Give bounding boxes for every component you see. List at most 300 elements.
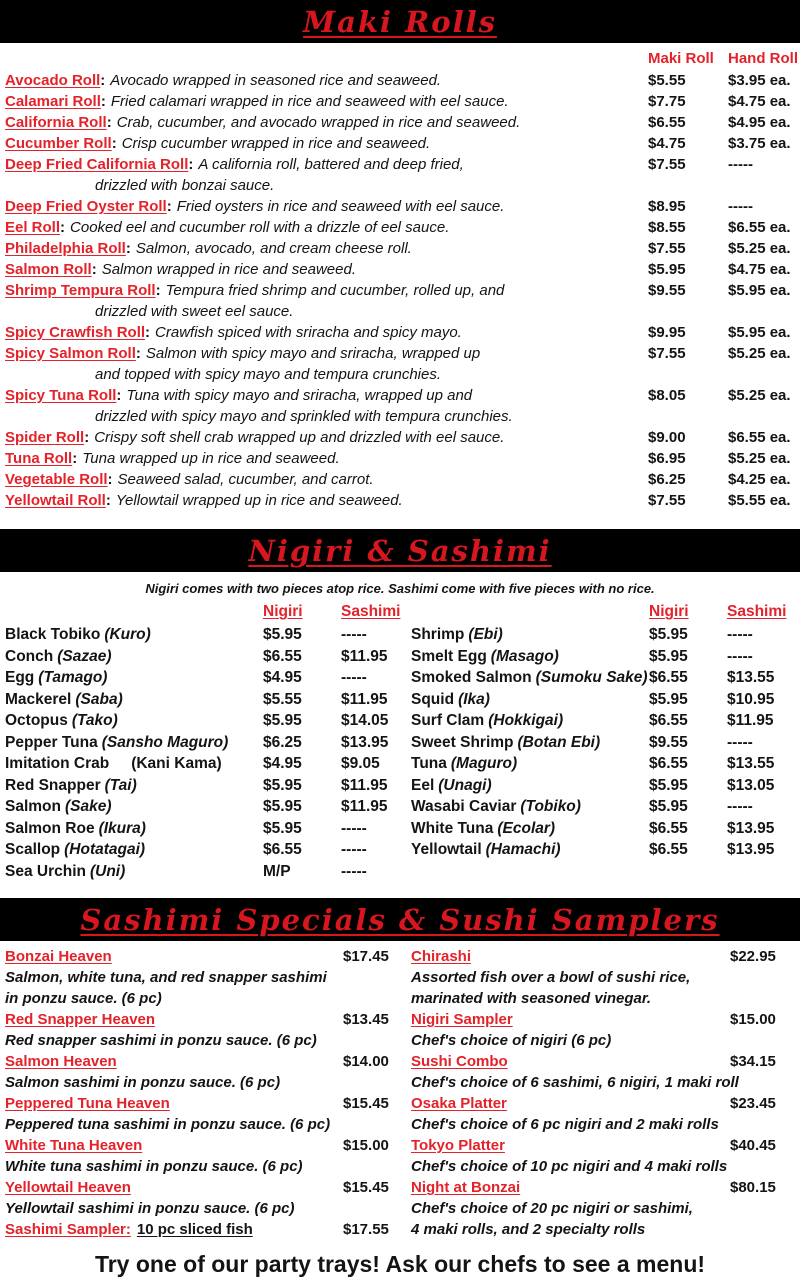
item-name: Spider Roll — [5, 429, 85, 446]
item-header — [5, 1177, 407, 1198]
menu-item — [411, 1009, 800, 1051]
nigiri-price: $5.95 — [649, 647, 688, 665]
section-title-specials: Sashimi Specials & Sushi Samplers — [80, 902, 720, 937]
item-name: Cucumber Roll — [5, 135, 112, 152]
nigiri-price: $6.55 — [649, 819, 688, 837]
sashimi-price: ----- — [341, 862, 367, 880]
nigiri-price: $5.95 — [263, 776, 302, 794]
maki-price-column-headers — [0, 43, 800, 70]
maki-item-list — [0, 70, 800, 511]
hand-roll-price: $5.25 ea. — [728, 240, 791, 257]
item-japanese-name: (Hokkigai) — [488, 712, 564, 729]
item-japanese-name: (Tako) — [71, 712, 118, 729]
nigiri-price: $5.95 — [649, 776, 688, 794]
sashimi-price: ----- — [341, 669, 367, 686]
item-name: Surf Clam — [411, 712, 485, 729]
item-description: Tempura fried shrimp and cucumber, rolled up, and — [165, 282, 505, 299]
menu-item — [5, 624, 403, 646]
item-colon: : — [106, 114, 112, 131]
item-colon: : — [188, 156, 194, 173]
item-name-cell — [5, 818, 263, 840]
item-name-cell — [5, 839, 263, 861]
item-colon: : — [91, 261, 97, 278]
menu-item — [5, 280, 800, 322]
hand-roll-price: $3.75 ea. — [728, 135, 791, 152]
item-name-cell — [411, 1051, 730, 1072]
item-name: Shrimp — [411, 626, 465, 643]
item-name: Yellowtail — [411, 841, 482, 858]
item-name-cell — [5, 1009, 343, 1030]
item-name: Spicy Salmon Roll — [5, 345, 136, 362]
menu-item — [5, 861, 403, 883]
item-name-cell — [5, 667, 263, 689]
item-japanese-name: (Ikura) — [98, 819, 146, 837]
menu-item — [411, 818, 800, 840]
item-japanese-name: (Hamachi) — [485, 841, 561, 858]
item-price: $22.95 — [730, 948, 776, 965]
item-description: Peppered tuna sashimi in ponzu sauce. (6 pc) — [5, 1116, 331, 1133]
item-description: Chef's choice of 6 sashimi, 6 nigiri, 1 maki roll — [411, 1074, 739, 1091]
item-colon: : — [107, 471, 113, 488]
item-name-cell — [5, 732, 263, 754]
nigiri-price: $6.55 — [649, 712, 688, 729]
maki-roll-price: $7.55 — [648, 345, 686, 362]
item-price: $40.45 — [730, 1137, 776, 1154]
item-description: in ponzu sauce. (6 pc) — [5, 990, 162, 1007]
item-header — [411, 1051, 800, 1072]
menu-item — [411, 796, 800, 818]
item-name: Shrimp Tempura Roll — [5, 282, 156, 299]
item-name: Nigiri Sampler — [411, 1011, 513, 1028]
hand-roll-price: $5.25 ea. — [728, 450, 791, 467]
sashimi-price: ----- — [341, 626, 367, 643]
item-header — [5, 1009, 407, 1030]
menu-item — [5, 732, 403, 754]
item-name-cell — [411, 646, 649, 668]
item-name-cell — [5, 861, 263, 883]
nigiri-price: $5.95 — [649, 626, 688, 643]
menu-item — [5, 1219, 407, 1240]
item-name: Tuna Roll — [5, 450, 73, 467]
item-description: Assorted fish over a bowl of sushi rice, — [411, 969, 691, 986]
item-name-cell — [411, 667, 649, 689]
item-japanese-name: (Sazae) — [57, 647, 112, 665]
item-name-cell — [411, 1009, 730, 1030]
item-line — [5, 112, 648, 133]
menu-item — [5, 469, 800, 490]
menu-item — [5, 217, 800, 238]
item-colon: : — [72, 450, 78, 467]
maki-roll-price: $6.25 — [648, 471, 686, 488]
menu-item — [5, 1009, 407, 1051]
item-name: White Tuna — [411, 819, 494, 837]
item-line — [5, 133, 648, 154]
menu-item — [5, 427, 800, 448]
item-colon: : — [155, 282, 161, 299]
item-name: Mackerel — [5, 690, 72, 708]
item-name: Avocado Roll — [5, 72, 101, 89]
item-price: $13.45 — [343, 1011, 389, 1028]
item-name: Salmon Roll — [5, 261, 92, 278]
nigiri-price: $6.55 — [649, 755, 688, 772]
sashimi-price: $13.55 — [727, 755, 775, 772]
section-title-maki: Maki Rolls — [303, 4, 497, 39]
item-name: Pepper Tuna — [5, 733, 98, 751]
menu-item — [5, 91, 800, 112]
item-description: Seaweed salad, cucumber, and carrot. — [117, 471, 374, 488]
nigiri-price: $5.95 — [263, 626, 302, 643]
item-line — [5, 448, 648, 469]
nigiri-price: $5.95 — [263, 798, 302, 815]
item-description: Fried oysters in rice and seaweed with eel sauce. — [176, 198, 505, 215]
item-name-cell — [411, 946, 730, 967]
menu-item — [411, 667, 800, 689]
item-name: Imitation Crab — [5, 755, 110, 772]
nigiri-price: $5.95 — [263, 712, 302, 729]
nigiri-price-column-header: Nigiri — [649, 603, 689, 620]
item-name-cell — [411, 818, 649, 840]
nigiri-price: $6.55 — [263, 841, 302, 858]
item-line — [5, 154, 648, 175]
item-line — [5, 217, 648, 238]
item-japanese-name: (Maguro) — [450, 755, 518, 772]
item-name: Egg — [5, 669, 35, 686]
item-name: Bonzai Heaven — [5, 948, 112, 965]
item-description: Tuna wrapped up in rice and seaweed. — [82, 450, 340, 467]
sashimi-price: $11.95 — [341, 647, 388, 665]
item-line — [5, 91, 648, 112]
item-japanese-name: (Uni) — [89, 862, 126, 880]
item-name: Squid — [411, 690, 455, 708]
item-name: Salmon Heaven — [5, 1053, 117, 1070]
item-name-cell — [5, 689, 263, 711]
item-name: Salmon Roe — [5, 819, 95, 837]
item-description-continued: drizzled with bonzai sauce. — [95, 177, 275, 194]
item-japanese-name: (Kani Kama) — [131, 755, 222, 772]
item-name-cell — [5, 624, 263, 646]
menu-item — [5, 839, 403, 861]
item-colon: : — [145, 324, 151, 341]
sashimi-price: $14.05 — [341, 712, 389, 729]
nigiri-left-column — [0, 602, 403, 882]
item-name: Spicy Crawfish Roll — [5, 324, 146, 341]
item-name: Sashimi Sampler: — [5, 1221, 131, 1238]
maki-roll-column-header: Maki Roll — [648, 50, 714, 67]
item-header — [411, 1177, 800, 1198]
nigiri-price: $6.55 — [649, 669, 688, 686]
item-description: Chef's choice of nigiri (6 pc) — [411, 1032, 612, 1049]
menu-item — [5, 710, 403, 732]
menu-item — [5, 385, 800, 427]
sashimi-price: $11.95 — [341, 690, 388, 708]
item-description: Salmon wrapped in rice and seaweed. — [101, 261, 357, 278]
item-name: Red Snapper Heaven — [5, 1011, 156, 1028]
item-line — [5, 238, 648, 259]
item-header — [5, 946, 407, 967]
menu-item — [5, 259, 800, 280]
item-description: Salmon with spicy mayo and sriracha, wrapped up — [145, 345, 481, 362]
item-description: A california roll, battered and deep fried, — [198, 156, 464, 173]
maki-roll-price: $9.95 — [648, 324, 686, 341]
maki-roll-price: $5.95 — [648, 261, 686, 278]
item-japanese-name: (Tobiko) — [520, 798, 581, 815]
item-colon: : — [166, 198, 172, 215]
item-price: $14.00 — [343, 1053, 389, 1070]
sashimi-price: $9.05 — [341, 755, 380, 772]
item-name: Deep Fried Oyster Roll — [5, 198, 167, 215]
menu-item — [5, 753, 403, 775]
sashimi-price: ----- — [727, 798, 753, 815]
item-name: Octopus — [5, 712, 68, 729]
hand-roll-price: $3.95 ea. — [728, 72, 791, 89]
item-japanese-name: (Sake) — [64, 798, 112, 815]
item-name-cell — [5, 775, 263, 797]
maki-roll-price: $6.55 — [648, 114, 686, 131]
item-name: Conch — [5, 647, 54, 665]
section-header-maki — [0, 0, 800, 43]
hand-roll-price: $5.95 ea. — [728, 282, 791, 299]
item-name: Tokyo Platter — [411, 1137, 505, 1154]
item-name: Smoked Salmon — [411, 669, 532, 686]
item-description: Tuna with spicy mayo and sriracha, wrapped up and — [126, 387, 473, 404]
item-name-cell — [5, 796, 263, 818]
item-line — [5, 343, 648, 364]
menu-item — [5, 667, 403, 689]
item-name: Tuna — [411, 755, 447, 772]
hand-roll-price: ----- — [728, 198, 753, 215]
item-header — [411, 1135, 800, 1156]
item-description: Red snapper sashimi in ponzu sauce. (6 pc) — [5, 1032, 317, 1049]
maki-roll-price: $5.55 — [648, 72, 686, 89]
sashimi-price: $10.95 — [727, 690, 775, 708]
item-name: Peppered Tuna Heaven — [5, 1095, 170, 1112]
item-name: California Roll — [5, 114, 107, 131]
item-price: $15.45 — [343, 1179, 389, 1196]
menu-item — [411, 1051, 800, 1093]
item-colon: : — [105, 492, 111, 509]
item-description: Crawfish spiced with sriracha and spicy mayo. — [155, 324, 462, 341]
item-description: White tuna sashimi in ponzu sauce. (6 pc) — [5, 1158, 303, 1175]
nigiri-price: $6.55 — [649, 841, 688, 858]
item-description: Chef's choice of 6 pc nigiri and 2 maki rolls — [411, 1116, 719, 1133]
hand-roll-price: $5.25 ea. — [728, 387, 791, 404]
hand-roll-price: $4.25 ea. — [728, 471, 791, 488]
item-name: Eel — [411, 776, 435, 794]
item-japanese-name: (Saba) — [75, 690, 123, 708]
maki-roll-price: $8.05 — [648, 387, 686, 404]
item-price: $23.45 — [730, 1095, 776, 1112]
sashimi-price: ----- — [341, 841, 367, 858]
item-price: $17.45 — [343, 948, 389, 965]
menu-item — [5, 238, 800, 259]
item-name: Red Snapper — [5, 776, 101, 794]
item-description: Crisp cucumber wrapped in rice and seaweed. — [121, 135, 431, 152]
item-name: Sushi Combo — [411, 1053, 508, 1070]
item-japanese-name: (Ika) — [458, 690, 490, 708]
item-line — [5, 427, 648, 448]
item-name-cell — [411, 710, 649, 732]
item-description-continued: drizzled with spicy mayo and sprinkled with tempura crunchies. — [95, 408, 513, 425]
menu-item — [5, 1093, 407, 1135]
item-header — [411, 1009, 800, 1030]
menu-item — [411, 710, 800, 732]
maki-roll-price: $8.95 — [648, 198, 686, 215]
menu-item — [5, 70, 800, 91]
item-name-cell — [5, 1051, 343, 1072]
nigiri-right-column — [403, 602, 800, 882]
nigiri-price: M/P — [263, 862, 291, 880]
menu-item — [5, 689, 403, 711]
hand-roll-column-header: Hand Roll — [728, 50, 798, 67]
item-price: $15.00 — [730, 1011, 776, 1028]
nigiri-price: $5.55 — [263, 690, 302, 708]
nigiri-right-column-headers — [411, 602, 800, 622]
item-price: $34.15 — [730, 1053, 776, 1070]
item-description: marinated with seasoned vinegar. — [411, 990, 652, 1007]
item-colon: : — [100, 93, 106, 110]
item-name-cell — [5, 1135, 343, 1156]
item-name: Deep Fried California Roll — [5, 156, 189, 173]
item-price: $15.45 — [343, 1095, 389, 1112]
item-description: Yellowtail sashimi in ponzu sauce. (6 pc) — [5, 1200, 295, 1217]
item-name-cell — [411, 775, 649, 797]
section-header-specials — [0, 898, 800, 941]
item-japanese-name: (Tamago) — [38, 669, 108, 686]
item-colon: : — [84, 429, 90, 446]
hand-roll-price: $6.55 ea. — [728, 429, 791, 446]
item-description: Avocado wrapped in seasoned rice and seaweed. — [110, 72, 442, 89]
item-header — [411, 1093, 800, 1114]
item-name-cell — [5, 753, 263, 775]
item-colon: : — [111, 135, 117, 152]
item-japanese-name: (Ecolar) — [497, 819, 556, 837]
item-header — [5, 1093, 407, 1114]
item-name: Salmon — [5, 798, 61, 815]
maki-roll-price: $6.95 — [648, 450, 686, 467]
sashimi-price: $11.95 — [727, 712, 774, 729]
menu-item — [411, 646, 800, 668]
menu-item — [5, 1135, 407, 1177]
menu-item — [5, 1177, 407, 1219]
sashimi-price: $13.95 — [727, 841, 775, 858]
item-japanese-name: (Unagi) — [438, 776, 492, 794]
menu-item — [5, 646, 403, 668]
sashimi-price: $13.55 — [727, 669, 775, 686]
item-name: Yellowtail Heaven — [5, 1179, 131, 1196]
item-line — [5, 490, 648, 511]
menu-item — [5, 490, 800, 511]
item-name-cell — [5, 1177, 343, 1198]
maki-roll-price: $9.55 — [648, 282, 686, 299]
item-name-cell — [5, 646, 263, 668]
nigiri-note: Nigiri comes with two pieces atop rice. Sashimi come with five pieces with no rice. — [145, 581, 655, 596]
item-description: Chef's choice of 20 pc nigiri or sashimi, — [411, 1200, 693, 1217]
item-name-cell — [5, 1219, 343, 1240]
hand-roll-price: $4.95 ea. — [728, 114, 791, 131]
item-name-cell — [411, 1135, 730, 1156]
hand-roll-price: $5.55 ea. — [728, 492, 791, 509]
nigiri-right-list — [411, 624, 800, 861]
item-japanese-name: (Tai) — [104, 776, 137, 794]
maki-roll-price: $4.75 — [648, 135, 686, 152]
item-header — [5, 1051, 407, 1072]
item-name: Spicy Tuna Roll — [5, 387, 117, 404]
item-colon: : — [60, 219, 66, 236]
nigiri-price: $5.95 — [649, 690, 688, 708]
nigiri-price: $4.95 — [263, 669, 302, 686]
item-name: Osaka Platter — [411, 1095, 507, 1112]
menu-item — [5, 818, 403, 840]
item-japanese-name: (Masago) — [490, 647, 559, 665]
item-name: Calamari Roll — [5, 93, 101, 110]
item-description: Salmon, white tuna, and red snapper sashimi — [5, 969, 327, 986]
menu-item — [411, 1135, 800, 1177]
item-description: Cooked eel and cucumber roll with a drizzle of eel sauce. — [70, 219, 450, 236]
party-tray-footer: Try one of our party trays! Ask our chefs to see a menu! — [94, 1251, 706, 1277]
sashimi-price-column-header: Sashimi — [341, 603, 401, 620]
item-name-cell — [411, 796, 649, 818]
menu-item — [411, 946, 800, 1009]
item-name-cell — [411, 839, 649, 861]
specials-right-list — [407, 946, 800, 1240]
item-name-cell — [411, 1093, 730, 1114]
hand-roll-price: $5.25 ea. — [728, 345, 791, 362]
item-header — [5, 1135, 407, 1156]
menu-item — [411, 775, 800, 797]
item-name-cell — [411, 732, 649, 754]
hand-roll-price: $4.75 ea. — [728, 93, 791, 110]
item-line — [5, 70, 648, 91]
item-name: Eel Roll — [5, 219, 61, 236]
menu-item — [5, 112, 800, 133]
item-name: Wasabi Caviar — [411, 798, 517, 815]
hand-roll-price: $6.55 ea. — [728, 219, 791, 236]
item-japanese-name: (Botan Ebi) — [517, 733, 601, 751]
item-description: Crab, cucumber, and avocado wrapped in rice and seaweed. — [116, 114, 521, 131]
menu-item — [411, 732, 800, 754]
item-description: Yellowtail wrapped up in rice and seaweed. — [115, 492, 403, 509]
item-name: Sweet Shrimp — [411, 733, 514, 751]
item-description: Salmon, avocado, and cream cheese roll. — [135, 240, 412, 257]
menu-item — [411, 689, 800, 711]
item-japanese-name: (Ebi) — [468, 626, 503, 643]
item-name-cell — [411, 1177, 730, 1198]
sashimi-price: $13.05 — [727, 776, 775, 794]
hand-roll-price: $5.95 ea. — [728, 324, 791, 341]
item-colon: : — [135, 345, 141, 362]
menu-item — [5, 775, 403, 797]
sashimi-price: $13.95 — [341, 733, 389, 751]
nigiri-price: $9.55 — [649, 733, 688, 751]
sashimi-price: ----- — [727, 733, 753, 751]
menu-item — [5, 1051, 407, 1093]
item-description: Chef's choice of 10 pc nigiri and 4 maki rolls — [411, 1158, 728, 1175]
section-header-nigiri — [0, 529, 800, 572]
item-line — [5, 385, 648, 406]
sashimi-price: $13.95 — [727, 819, 775, 837]
item-line — [5, 469, 648, 490]
item-japanese-name: (Sumoku Sake) — [535, 669, 648, 686]
item-name: White Tuna Heaven — [5, 1137, 143, 1154]
item-colon: : — [100, 72, 106, 89]
maki-roll-price: $9.00 — [648, 429, 686, 446]
item-japanese-name: (Sansho Maguro) — [101, 733, 229, 751]
item-price: $15.00 — [343, 1137, 389, 1154]
nigiri-price: $5.95 — [649, 798, 688, 815]
item-name-cell — [411, 689, 649, 711]
nigiri-price: $4.95 — [263, 755, 302, 772]
specials-left-list — [0, 946, 407, 1240]
